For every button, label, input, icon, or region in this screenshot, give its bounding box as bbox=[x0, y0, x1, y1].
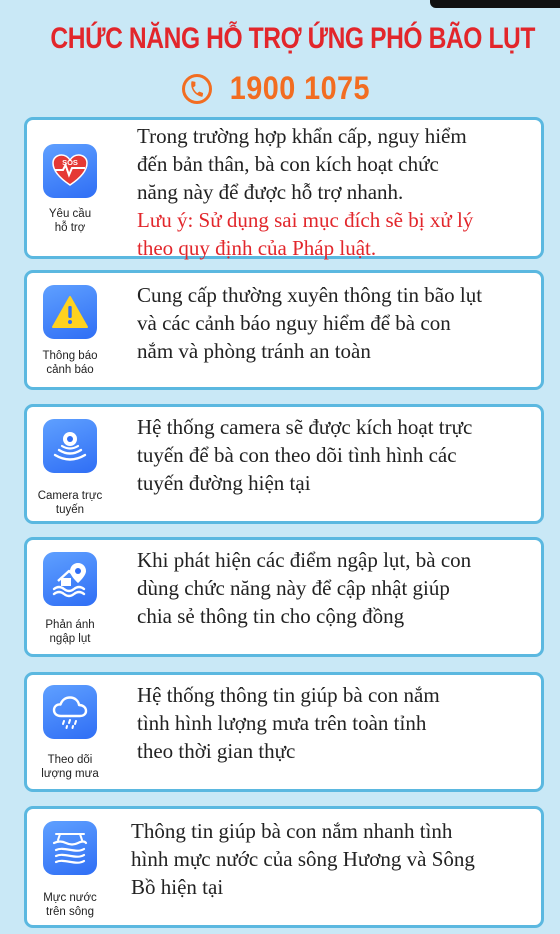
river-level-icon[interactable] bbox=[43, 821, 97, 875]
feature-label: Phản ánh ngập lụt bbox=[45, 619, 95, 645]
feature-description: Cung cấp thường xuyên thông tin bão lụt và các cảnh báo nguy hiểm để bà con nắm và phòng tránh an toàn bbox=[137, 283, 483, 363]
svg-text:SOS: SOS bbox=[62, 158, 78, 167]
feature-description: Hệ thống thông tin giúp bà con nắm tình hình lượng mưa trên toàn tỉnh theo thời gian thực bbox=[137, 683, 440, 763]
feature-label: Theo dõi lượng mưa bbox=[41, 754, 99, 780]
feature-card-river-level[interactable] bbox=[24, 806, 544, 928]
hotline-number[interactable]: 1900 1075 bbox=[229, 70, 371, 106]
feature-card-online-camera[interactable] bbox=[24, 404, 544, 524]
feature-card-flood-report[interactable] bbox=[24, 537, 544, 657]
warning-note: theo quy định của Pháp luật. bbox=[137, 236, 377, 260]
feature-label: Thông báo cảnh báo bbox=[42, 350, 98, 376]
hotline-row[interactable] bbox=[0, 70, 560, 107]
warning-icon[interactable] bbox=[43, 285, 97, 339]
page-title: CHỨC NĂNG HỖ TRỢ ỨNG PHÓ BÃO LỤT bbox=[50, 22, 536, 55]
feature-label: Camera trực tuyến bbox=[37, 490, 103, 516]
feature-description: Khi phát hiện các điểm ngập lụt, bà con dùng chức năng này để cập nhật giúp chia sẻ thông tin cho cộng đồng bbox=[137, 548, 472, 628]
feature-label: Mực nước trên sông bbox=[43, 892, 97, 918]
flood-report-icon[interactable] bbox=[43, 552, 97, 606]
feature-card-rainfall[interactable] bbox=[24, 672, 544, 792]
feature-card-alert-notice[interactable] bbox=[24, 270, 544, 390]
sos-heart-icon[interactable] bbox=[43, 144, 97, 198]
phone-icon bbox=[182, 74, 212, 104]
feature-label: Yêu cầu hỗ trợ bbox=[48, 208, 92, 234]
feature-description: Thông tin giúp bà con nắm nhanh tình hình mực nước của sông Hương và Sông Bồ hiện tại bbox=[131, 819, 475, 899]
status-bar-notch bbox=[430, 0, 560, 8]
feature-description: Trong trường hợp khẩn cấp, nguy hiểm đến bản thân, bà con kích hoạt chức năng này để được hỗ trợ nhanh. Lưu ý: Sử dụng sai mục đích sẽ bị xử lý theo quy định của Pháp luật. bbox=[137, 122, 535, 262]
warning-note: Lưu ý: Sử dụng sai mục đích sẽ bị xử lý bbox=[137, 208, 474, 232]
camera-signal-icon[interactable] bbox=[43, 419, 97, 473]
feature-description: Hệ thống camera sẽ được kích hoạt trực tuyến để bà con theo dõi tình hình các tuyến đường hiện tại bbox=[137, 415, 473, 495]
rain-cloud-icon[interactable] bbox=[43, 685, 97, 739]
feature-card-support-request[interactable] bbox=[24, 117, 544, 259]
